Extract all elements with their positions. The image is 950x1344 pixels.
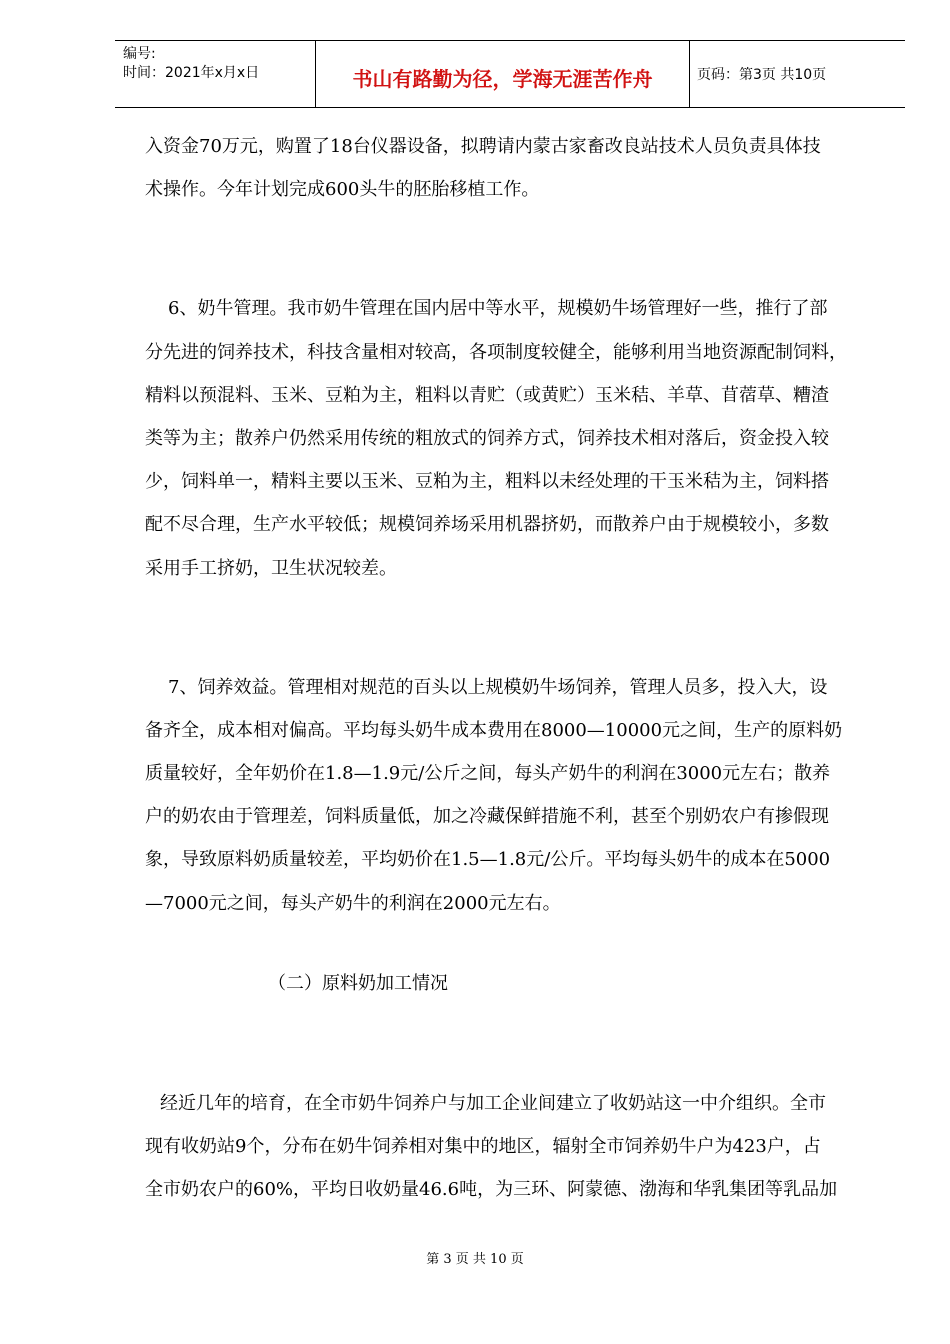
body-line: 术操作。今年计划完成600头牛的胚胎移植工作。 bbox=[145, 179, 540, 200]
body-line: 精料以预混料、玉米、豆粕为主，粗料以青贮（或黄贮）玉米秸、羊草、苜蓿草、糟渣 bbox=[145, 385, 829, 406]
header-motto-cell bbox=[316, 41, 690, 107]
header-right-cell bbox=[690, 41, 905, 107]
body-line: 少，饲料单一，精料主要以玉米、豆粕为主，粗料以未经处理的干玉米秸为主，饲料搭 bbox=[145, 471, 829, 492]
body-line: 类等为主；散养户仍然采用传统的粗放式的饲养方式，饲养技术相对落后，资金投入较 bbox=[145, 428, 829, 449]
page-header bbox=[115, 40, 905, 108]
section-heading: （二）原料奶加工情况 bbox=[268, 973, 448, 994]
header-motto: 书山有路勤为径，学海无涯苦作舟 bbox=[352, 67, 653, 91]
page-footer: 第 3 页 共 10 页 bbox=[426, 1252, 524, 1267]
body-line: —7000元之间，每头产奶牛的利润在2000元左右。 bbox=[145, 893, 561, 914]
body-line: 备齐全，成本相对偏高。平均每头奶牛成本费用在8000—10000元之间，生产的原料奶 bbox=[145, 720, 843, 741]
body-line: 象，导致原料奶质量较差，平均奶价在1.5—1.8元/公斤。平均每头奶牛的成本在5000 bbox=[145, 849, 831, 870]
body-line: 7、饲养效益。管理相对规范的百头以上规模奶牛场饲养，管理人员多，投入大，设 bbox=[168, 677, 828, 698]
body-line: 全市奶农户的60%，平均日收奶量46.6吨，为三环、阿蒙德、渤海和华乳集团等乳品加 bbox=[145, 1179, 838, 1200]
body-line: 分先进的饲养技术，科技含量相对较高，各项制度较健全，能够利用当地资源配制饲料， bbox=[145, 342, 847, 363]
body-line: 经近几年的培育，在全市奶牛饲养户与加工企业间建立了收奶站这一中介组织。全市 bbox=[160, 1093, 826, 1114]
document-number-label: 编号: bbox=[123, 46, 156, 62]
body-line: 采用手工挤奶，卫生状况较差。 bbox=[145, 558, 397, 579]
body-line: 入资金70万元，购置了18台仪器设备，拟聘请内蒙古家畜改良站技术人员负责具体技 bbox=[145, 136, 821, 157]
body-line: 现有收奶站9个，分布在奶牛饲养相对集中的地区，辐射全市饲养奶牛户为423户，占 bbox=[145, 1136, 821, 1157]
header-page-info: 页码：第3页 共10页 bbox=[697, 67, 827, 83]
document-time-label: 时间：2021年x月x日 bbox=[123, 65, 260, 81]
body-line: 户的奶农由于管理差，饲料质量低，加之冷藏保鲜措施不利，甚至个别奶农户有掺假现 bbox=[145, 806, 829, 827]
body-line: 质量较好，全年奶价在1.8—1.9元/公斤之间，每头产奶牛的利润在3000元左右；散养 bbox=[145, 763, 831, 784]
body-line: 6、奶牛管理。我市奶牛管理在国内居中等水平，规模奶牛场管理好一些，推行了部 bbox=[168, 298, 828, 319]
body-line: 配不尽合理，生产水平较低；规模饲养场采用机器挤奶，而散养户由于规模较小，多数 bbox=[145, 514, 829, 535]
header-left-cell bbox=[115, 41, 316, 107]
